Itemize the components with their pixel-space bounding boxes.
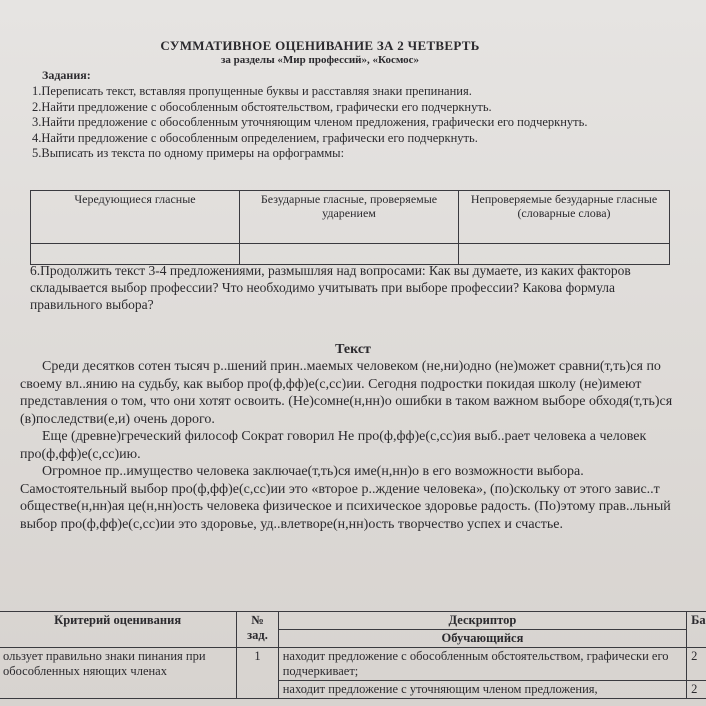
criteria-row [0, 648, 706, 681]
orthogram-header-row [31, 191, 670, 244]
criteria-cell-criterion: ользует правильно знаки пинания при обособленных няющих членах [0, 648, 237, 699]
criteria-header-num: № зад. [237, 612, 278, 648]
tasks-label: Задания: [42, 68, 91, 82]
task-item: 5.Выписать из текста по одному примеры на орфограммы: [32, 146, 345, 160]
criteria-cell-descriptor: находит предложение с обособленным обстоятельством, графически его подчеркивает; [278, 648, 686, 681]
criteria-cell-score: 2 [687, 648, 706, 681]
task-6: 6.Продолжить текст 3-4 предложениями, размышляя над вопросами: Как вы думаете, из каких факторов складывается выбор профессии? Что необходимо учитывать при выборе профессии? Какова формула правильного выбора? [30, 263, 631, 312]
text-paragraph: Огромное пр..имущество человека заключае(т,ть)ся име(н,нн)о в его возможности выбора. Самостоятельный выбор про(ф,фф)е(с,сс)ии это «второе р..ждение человека», (по)скольку от этого завис..т обществе(н,нн)ая це(н,нн)ость человека физическое и психическое здоровье радость. (По)этому прав..льный выбор про(ф,фф)е(с,сс)ии это здоровье, уд..влетворе(н,нн)ость творчество успех и счастье. [20, 464, 671, 532]
criteria-header-row [0, 612, 706, 630]
orthogram-table [30, 190, 670, 265]
task-item: 2.Найти предложение с обособленным обстоятельством, графически его подчеркнуть. [32, 99, 492, 114]
criteria-cell-score: 2 [687, 681, 706, 699]
text-title: Текст [335, 342, 371, 357]
criteria-cell-num: 1 [237, 648, 278, 699]
task-item: 4.Найти предложение с обособленным определением, графически его подчеркнуть. [32, 130, 478, 145]
criteria-header-descriptor: Дескриптор [278, 612, 686, 630]
page-subtitle: за разделы «Мир профессий», «Космос» [220, 54, 420, 66]
criteria-header-criterion: Критерий оценивания [0, 612, 237, 648]
task-item: 3.Найти предложение с обособленным уточняющим членом предложения, графически его подчеркнуть. [32, 115, 588, 129]
text-paragraph: Еще (древне)греческий философ Сократ говорил Не про(ф,фф)е(с,сс)ия выб..рает человека а человек про(ф,фф)е(с,сс)ию. [20, 429, 647, 462]
page-title: СУММАТИВНОЕ ОЦЕНИВАНИЕ ЗА 2 ЧЕТВЕРТЬ [160, 38, 480, 53]
orthogram-header-alternating: Чередующиеся гласные [31, 191, 240, 244]
criteria-table [0, 611, 706, 699]
task-item: 1.Переписать текст, вставляя пропущенные буквы и расставляя знаки препинания. [32, 84, 472, 98]
text-paragraph: Среди десятков сотен тысяч р..шений прин..маемых человеком (не,ни)одно (не)может сравни(т,ть)ся по своему вл..янию на судьбу, как выбор про(ф,фф)е(с,сс)ии. Сегодня подростки покидая школу (не)имеют представления о том, что они хотят освоить. (Не)сомне(н,нн)о ошибки в таком важном выборе обходя(т,ть)ся (в)последстви(е,и) очень дорого. [20, 359, 673, 427]
orthogram-header-stressed: Безударные гласные, проверяемые ударением [240, 191, 459, 244]
orthogram-header-dictionary: Непроверяемые безударные гласные (словарные слова) [459, 191, 670, 244]
criteria-subheader: Обучающийся [278, 630, 686, 648]
tasks-list [32, 84, 682, 162]
text-body [20, 358, 690, 533]
criteria-header-score: Ба [687, 612, 706, 648]
criteria-cell-descriptor: находит предложение с уточняющим членом предложения, [278, 681, 686, 699]
